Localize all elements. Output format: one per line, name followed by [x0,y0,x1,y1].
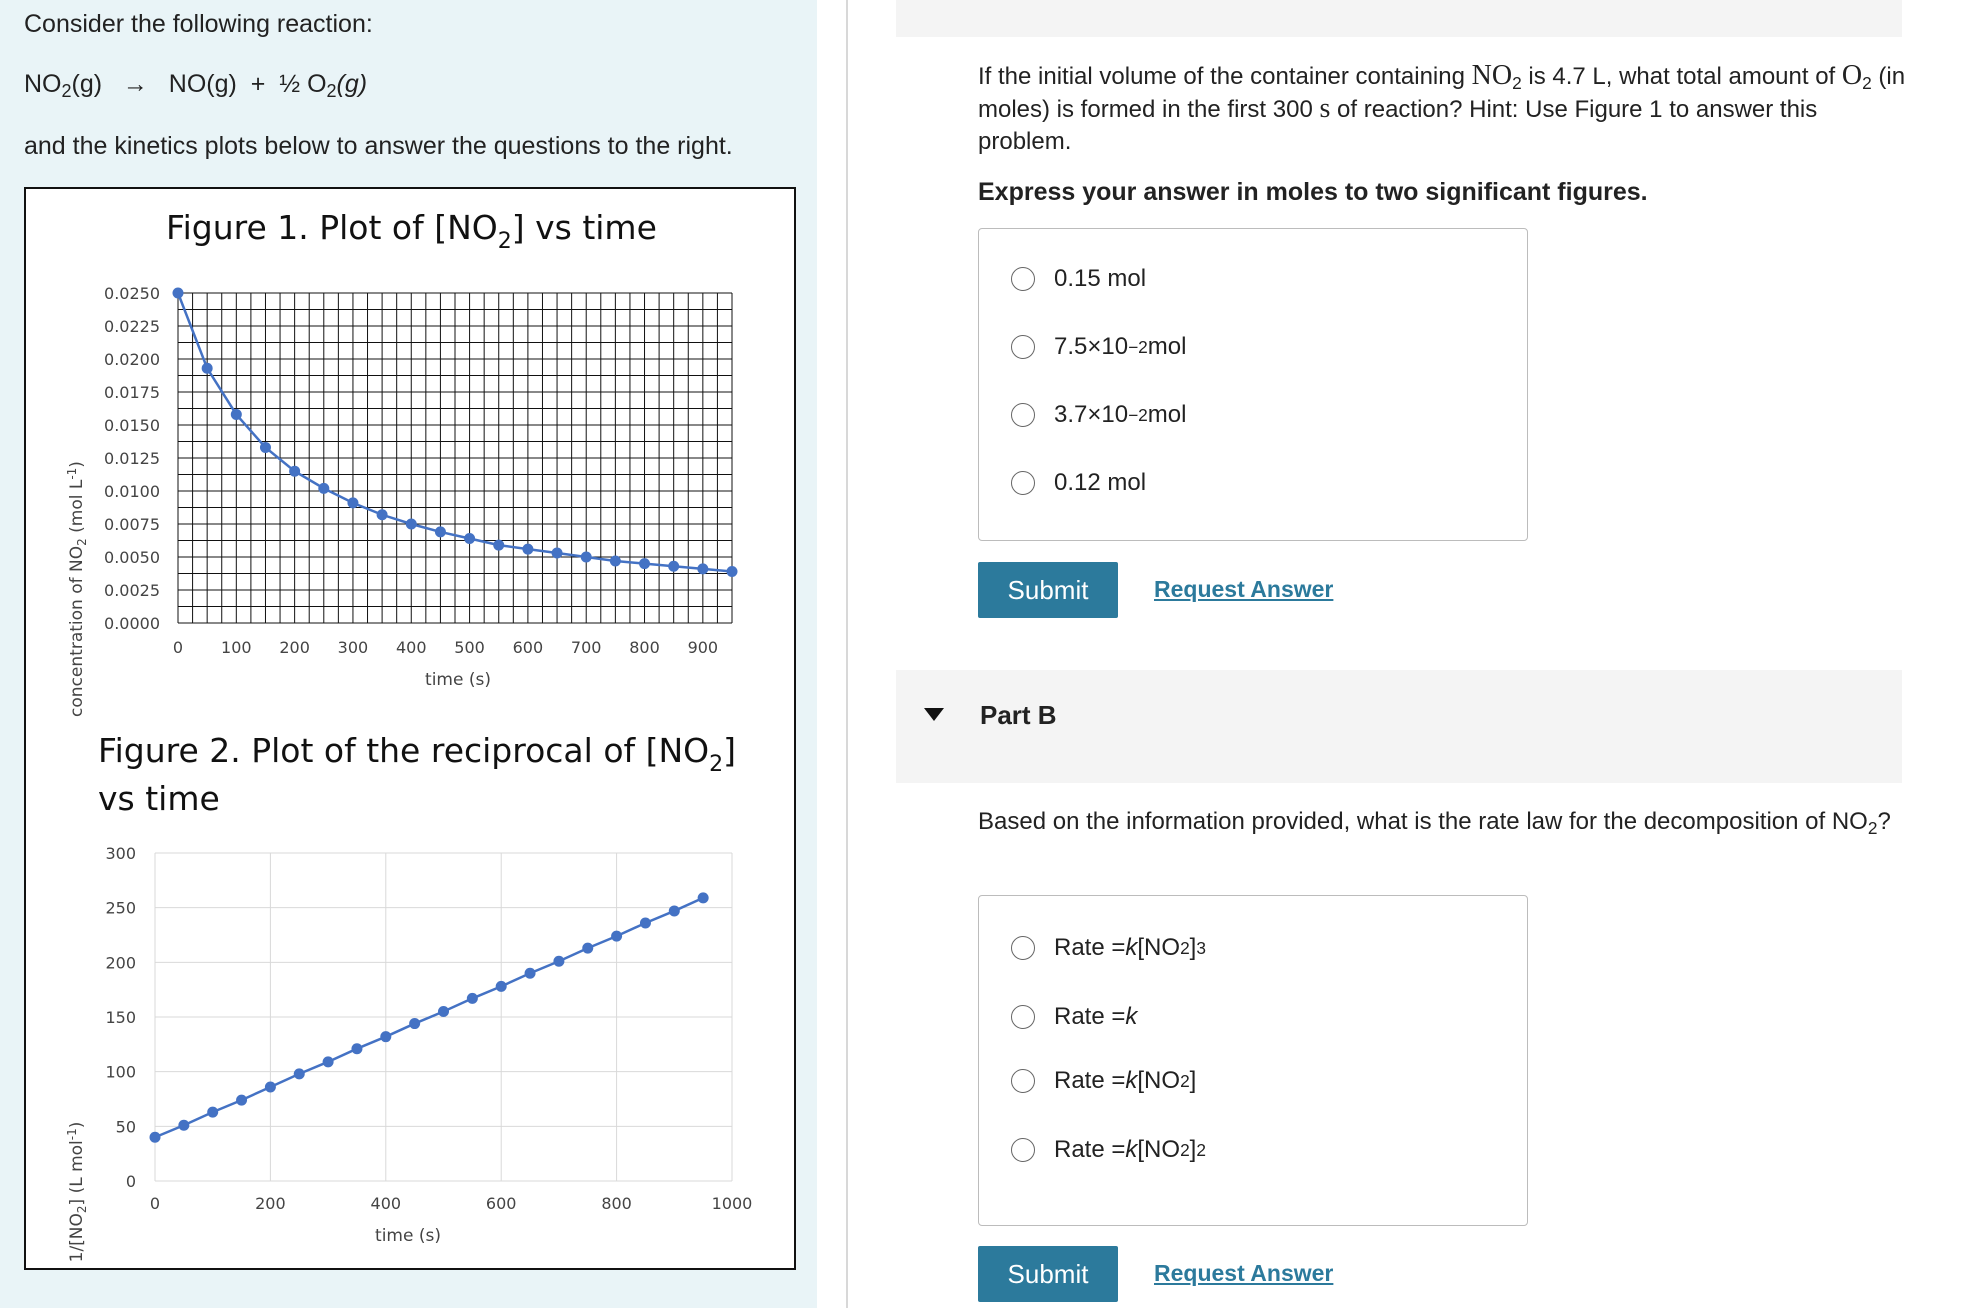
figure2-x-tick-label: 1000 [711,1194,753,1213]
figure1-data-point [581,552,592,563]
figure2-title-line1: Figure 2. Plot of the reciprocal of $[NO_2]$ [98,731,737,777]
figure1-plot [104,284,737,657]
figure2-data-point [582,943,593,954]
figure2-y-tick-label: 150 [105,1008,136,1027]
figure1-data-point [668,561,679,572]
figure2-data-point [496,981,507,992]
questions-panel [848,0,1968,1308]
part-b-submit-button[interactable]: Submit [978,1246,1118,1302]
figure1-x-axis-label: time (s) [425,670,491,690]
figure1-y-tick-label: 0.0150 [104,416,160,435]
part-b-option-4[interactable]: Rate = k [NO 2 ] 2 [1011,1136,1206,1164]
part-b-request-answer-link[interactable]: Request Answer [1154,1260,1334,1286]
figure1-data-point [610,555,621,566]
figure1-data-point [289,466,300,477]
figure2-data-point [323,1056,334,1067]
part-a-submit-button[interactable]: Submit [978,562,1118,618]
figure2-data-point [380,1031,391,1042]
reaction-info-panel [0,0,817,1308]
figure2-x-tick-label: 600 [485,1194,517,1213]
kinetics-charts [26,189,794,1268]
figure1-x-tick-label: 0 [172,638,184,657]
figure1-y-tick-label: 0.0000 [104,614,160,633]
figure2-x-tick-label: 400 [370,1194,402,1213]
figure1-x-tick-label: 600 [512,638,544,657]
figure1-data-point [697,563,708,574]
figure1-data-point [260,442,271,453]
figure1-y-tick-label: 0.0175 [104,383,160,402]
figure2-x-axis-label: time (s) [375,1226,441,1246]
figure2-title-line2: vs time [98,779,220,818]
reaction-equation: $NO_2(g)$ → NO(g) + ½ $O_2(g)$ [24,70,368,102]
part-a-header-band [896,0,1902,37]
figure2-data-point [409,1018,420,1029]
figure2-data-point [351,1043,362,1054]
figure1-data-point [493,540,504,551]
figure2-data-point [178,1120,189,1131]
figure1-data-point [552,548,563,559]
radio-icon[interactable] [1011,1138,1035,1162]
figure1-y-tick-label: 0.0200 [104,350,160,369]
figure2-x-tick-label: 200 [255,1194,286,1213]
figure1-y-tick-label: 0.0125 [104,449,160,468]
figure2-data-point [525,968,536,979]
figure2-y-tick-label: 0 [125,1172,136,1191]
figure2-x-tick-label: 0 [149,1194,161,1213]
figure1-data-point [727,566,738,577]
part-b-title[interactable]: Part B [980,700,1057,730]
figure1-x-tick-label: 700 [570,638,602,657]
radio-icon[interactable] [1011,403,1035,427]
figure1-x-tick-label: 400 [395,638,427,657]
figure1-data-point [347,497,358,508]
figure2-data-point [553,956,564,967]
figure1-data-point [202,363,213,374]
part-b-question: Based on the information provided, what is the rate law for the decomposition of $NO_2$? [978,808,1891,838]
figure1-data-point [464,533,475,544]
figure1-y-axis-label: concentration of $NO_2$ (mol $L^{-1}$) [65,461,89,717]
figure1-y-tick-label: 0.0250 [104,284,160,303]
figure2-y-tick-label: 50 [115,1117,136,1137]
figure1-y-tick-label: 0.0100 [104,482,160,501]
figure2-data-point [438,1006,449,1017]
part-a-question: If the initial volume of the container containing $NO_2$ is 4.7 L, what total amount of $O_2$ (in moles) is formed in the first 300 s of reaction? Hint: Use Figure 1 to answer this problem. [978,60,1906,155]
figure1-x-tick-label: 900 [687,638,719,657]
figure1-y-tick-label: 0.0050 [104,548,160,567]
part-b-option-2[interactable]: Rate = k [1011,1003,1137,1031]
figure2-x-tick-label: 800 [601,1194,632,1213]
figure1-y-tick-label: 0.0025 [104,581,160,600]
figure1-x-tick-label: 200 [279,638,310,657]
figure1-x-tick-label: 300 [337,638,369,657]
part-a-options [978,228,1528,541]
part-a-instruction: Express your answer in moles to two significant figures. [978,178,1648,206]
figure1-data-point [377,509,388,520]
figure2-y-tick-label: 250 [105,898,136,918]
figure1-data-point [231,409,242,420]
figure2-y-axis-label: $1/[NO_2]$ (L mol$^{-1}$) [65,1121,89,1263]
figure2-data-point [236,1095,247,1106]
figure1-y-tick-label: 0.0225 [104,317,160,336]
kinetics-figures [24,187,796,1270]
figure2-data-point [265,1081,276,1092]
figure1-title: Figure 1. Plot of $[NO_2]$ vs time [166,208,657,254]
radio-icon[interactable] [1011,1005,1035,1029]
figure1-data-point [435,526,446,537]
figure2-y-tick-label: 200 [105,953,136,973]
part-a-option-3[interactable]: 3.7×10 −2 mol [1011,401,1186,429]
part-b-options [978,895,1528,1226]
radio-icon[interactable] [1011,267,1035,291]
figure2-y-tick-label: 300 [105,844,136,863]
figure1-data-point [173,288,184,299]
figure1-data-point [318,483,329,494]
radio-icon[interactable] [1011,936,1035,960]
radio-icon[interactable] [1011,471,1035,495]
figure2-data-point [294,1068,305,1079]
part-b-option-3[interactable]: Rate = k [NO 2 ] [1011,1067,1196,1095]
figure2-y-tick-label: 100 [105,1062,136,1082]
part-a-option-2[interactable]: 7.5×10 −2 mol [1011,333,1186,361]
part-b-option-1[interactable]: Rate = k [NO 2 ] 3 [1011,934,1206,962]
figure1-x-tick-label: 500 [454,638,485,657]
figure1-data-point [639,558,650,569]
figure1-x-tick-label: 800 [629,638,660,657]
reaction-arrow-icon: → [122,70,148,98]
figure2-data-point [207,1107,218,1118]
figure2-data-point [611,931,622,942]
collapse-toggle-icon[interactable] [924,708,944,721]
figure2-data-point [669,905,680,916]
radio-icon[interactable] [1011,1069,1035,1093]
figure2-data-point [640,917,651,928]
figure1-data-point [406,519,417,530]
figure1-y-tick-label: 0.0075 [104,515,160,534]
figure1-x-tick-label: 100 [221,638,252,657]
figure2-data-point [698,892,709,903]
part-a-option-1[interactable]: 0.15 mol [1011,265,1146,293]
intro-instruction: and the kinetics plots below to answer the questions to the right. [24,132,733,160]
figure2-plot [105,844,752,1213]
figure1-data-point [522,544,533,555]
part-a-option-4[interactable]: 0.12 mol [1011,469,1146,497]
radio-icon[interactable] [1011,335,1035,359]
part-a-request-answer-link[interactable]: Request Answer [1154,576,1334,602]
intro-text: Consider the following reaction: [24,10,373,38]
figure2-data-point [467,993,478,1004]
figure2-data-point [150,1132,161,1143]
